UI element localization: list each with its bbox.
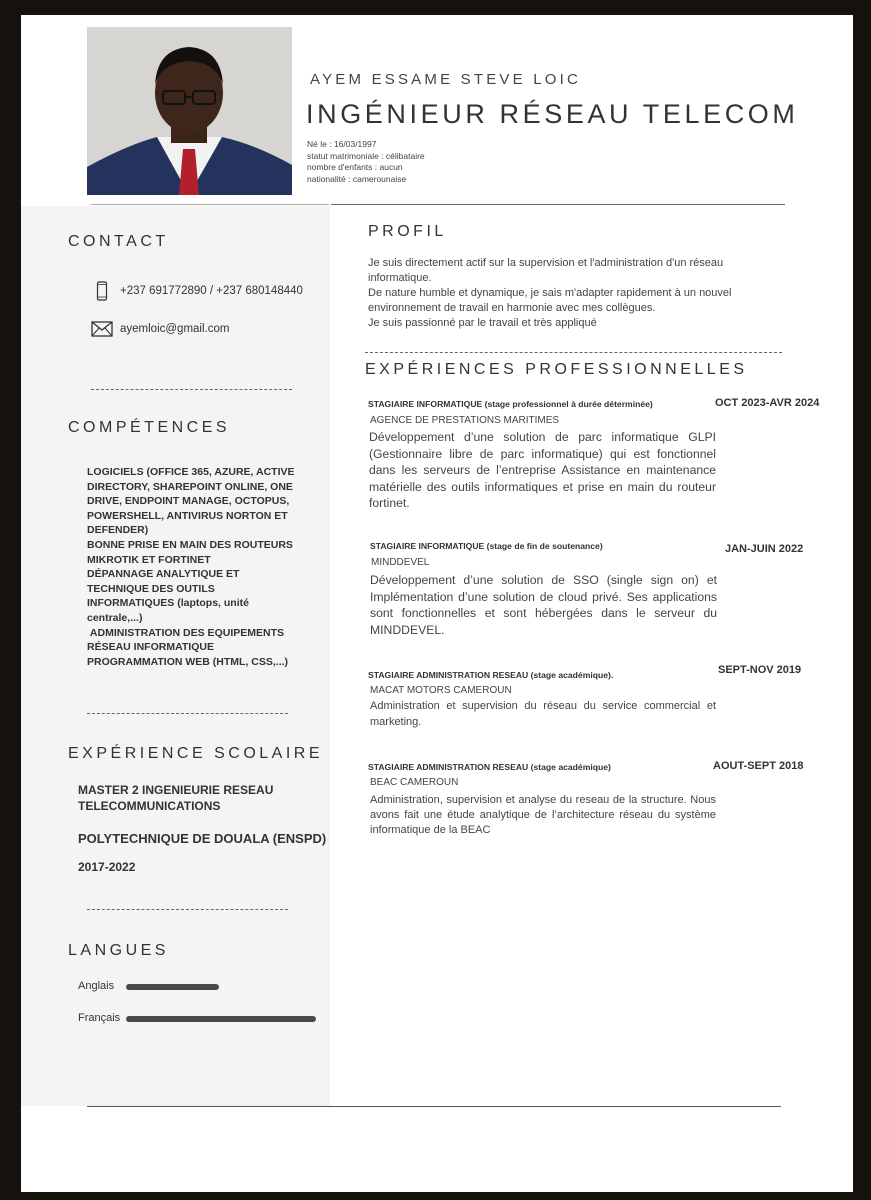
language-name: Anglais [78,980,115,992]
languages-heading: LANGUES [68,942,169,959]
phone-number[interactable]: +237 691772890 / +237 680148440 [120,285,303,297]
experience-title: STAGIAIRE INFORMATIQUE (stage professionnel à durée déterminée) [368,399,653,409]
education-degree: MASTER 2 INGENIEURIE RESEAU TELECOMMUNICATIONS [78,783,274,813]
language-name: Français [78,1012,121,1024]
experience-description: Développement d’une solution de parc informatique GLPI (Gestionnaire libre de parc informatique) qui est fonctionnel dans les serveurs de l’entreprise Assistance en maintenance matérielle des outils informatiques et prise en main du routeur fortinet. [369,430,716,510]
cv-page [21,15,853,1192]
language-level-fill [126,1016,316,1022]
experience-company: BEAC CAMEROUN [370,777,459,788]
divider [87,909,288,910]
skill-item: DÉPANNAGE ANALYTIQUE ET TECHNIQUE DES OUTILS INFORMATIQUES (laptops, unité centrale,...) [87,568,249,624]
contact-heading: CONTACT [68,233,169,250]
skill-item: ADMINISTRATION DES EQUIPEMENTS RÉSEAU INFORMATIQUE [87,626,287,654]
skill-item: LOGICIELS (OFFICE 365, AZURE, ACTIVE DIRECTORY, SHAREPOINT ONLINE, ONE DRIVE, ENDPOINT MANAGE, OCTOPUS, POWERSHELL, ANTIVIRUS NORTON ET DEFENDER) [87,466,295,537]
experience-company: AGENCE DE PRESTATIONS MARITIMES [370,415,560,426]
divider [91,389,292,390]
experience-company: MINDDEVEL [371,557,430,568]
experience-date: OCT 2023-AVR 2024 [715,397,820,409]
mail-icon [90,321,114,337]
marital-status: statut matrimoniale : célibataire [307,150,425,161]
children-count: nombre d'enfants : aucun [307,162,403,172]
experience-description: Développement d’une solution de SSO (single sign on) et Implémentation d’une solution de cloud privé. Ses applications sont fonctionnelles et sont hébergées dans le serveur du MINDDEVEL. [370,573,717,637]
language-level-bar [126,984,316,990]
divider [91,204,329,205]
divider [87,1106,781,1107]
experience-description: Administration, supervision et analyse du reseau de la structure. Nous avons fait une étude analytique de l’architecture réseau du système informatique de la BEAC [370,794,716,836]
skills-list [87,465,297,669]
skill-item: BONNE PRISE EN MAIN DES ROUTEURS MIKROTIK ET FORTINET [87,538,293,566]
nationality: nationalité : camerounaise [307,173,407,184]
profile-photo [87,27,292,195]
profil-line: Je suis directement actif sur la supervision et l'administration d'un réseau informatique. [368,257,724,284]
experience-title: STAGIAIRE ADMINISTRATION RESEAU (stage académique). [368,670,614,680]
experience-title: STAGIAIRE ADMINISTRATION RESEAU (stage académique) [368,762,611,772]
language-level-bar [126,1016,316,1022]
experience-description: Administration et supervision du réseau du service commercial et marketing. [370,700,716,728]
full-name: AYEM ESSAME STEVE LOIC [310,71,582,88]
education-heading: EXPÉRIENCE SCOLAIRE [68,745,323,762]
profil-heading: PROFIL [368,223,447,240]
birth-date: Né le : 16/03/1997 [307,139,377,149]
divider [87,713,288,714]
experience-date: AOUT-SEPT 2018 [713,760,804,772]
profil-text [368,256,748,331]
personal-info [307,139,425,185]
profil-line: Je suis passionné par le travail et très appliqué [368,317,597,329]
language-level-fill [126,984,219,990]
skill-item: PROGRAMMATION WEB (HTML, CSS,...) [87,655,289,668]
divider [331,204,785,205]
skills-heading: COMPÉTENCES [68,419,231,436]
contact-email [90,321,229,337]
education-school: POLYTECHNIQUE DE DOUALA (ENSPD) [78,831,327,846]
experience-company: MACAT MOTORS CAMEROUN [370,685,512,696]
email-address[interactable]: ayemloic@gmail.com [120,323,230,335]
divider [365,352,782,353]
education-years: 2017-2022 [78,860,136,874]
experience-title: STAGIAIRE INFORMATIQUE (stage de fin de soutenance) [370,541,603,551]
profil-line: De nature humble et dynamique, je sais m'adapter rapidement à un nouvel environnement de travail en harmonie avec mes collègues. [368,287,732,314]
job-title: INGÉNIEUR RÉSEAU TELECOM [306,99,799,129]
phone-icon [90,281,114,301]
experience-heading: EXPÉRIENCES PROFESSIONNELLES [365,361,748,378]
experience-date: JAN-JUIN 2022 [725,543,804,555]
contact-phone [90,281,303,301]
experience-date: SEPT-NOV 2019 [718,664,802,676]
